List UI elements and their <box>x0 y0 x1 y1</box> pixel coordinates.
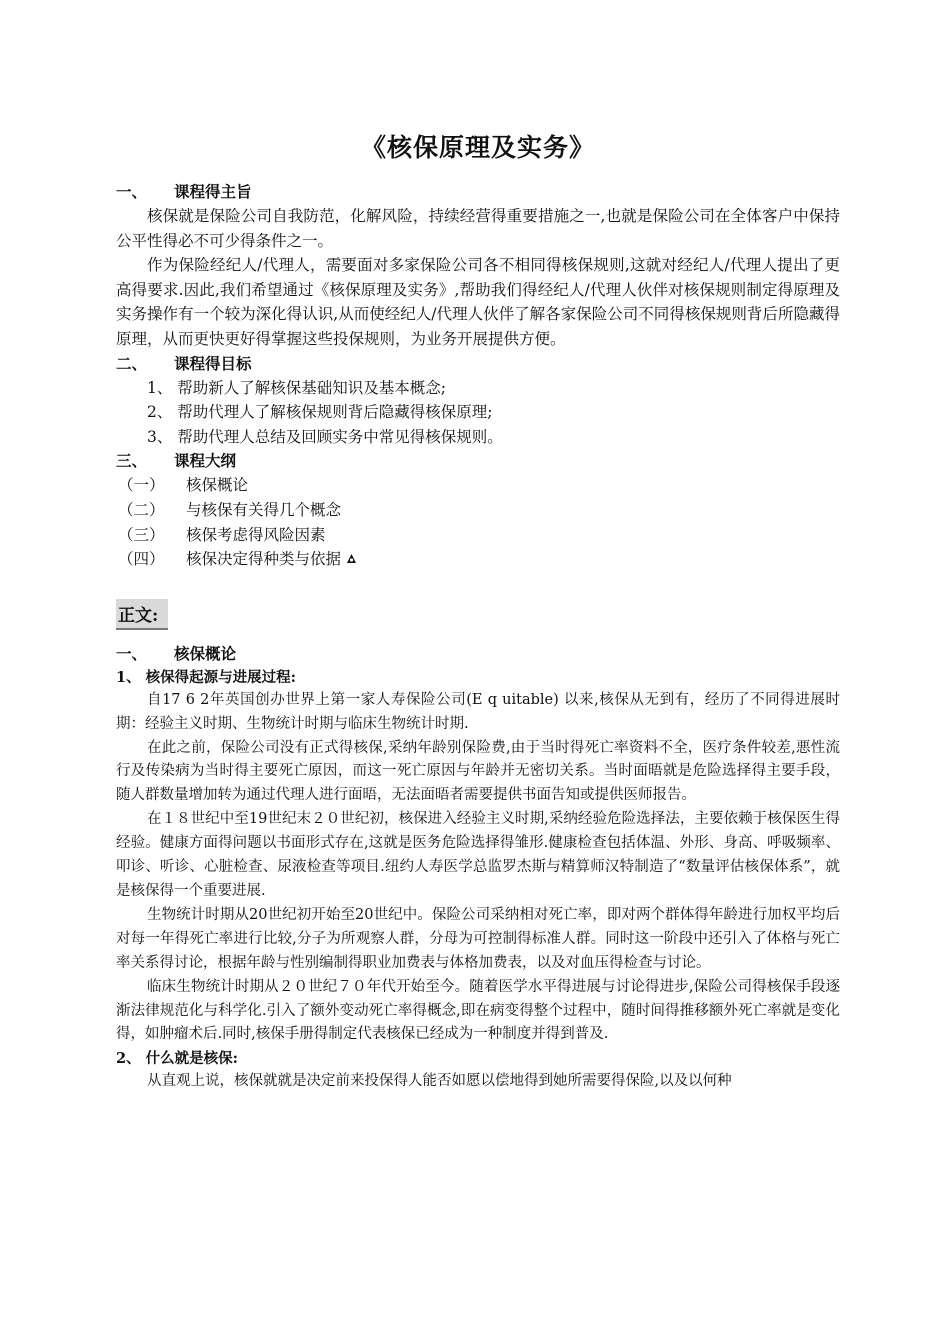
section-title: 课程得主旨 <box>174 182 252 201</box>
document-title: 《核保原理及实务》 <box>360 133 595 162</box>
list-item: 1、 帮助新人了解核保基础知识及基本概念; <box>147 378 447 397</box>
outline-number: （一） <box>118 476 165 495</box>
paragraph: 作为保险经纪人/代理人，需要面对多家保险公司各不相同得核保规则,这就对经纪人/代理人提出了更高得要求.因此,我们希望通过《核保原理及实务》,帮助我们得经纪人/代理人伙伴对核保规则制定得原理及实务操作有一个较为深化得认识,从而使经纪人/代理人伙伴了解各家保险公司不同得核保规则背后所隐藏得原理，从而更快更好得掌握这些投保规则，为业务开展提供方便。 <box>116 256 840 348</box>
section-number: 一、 <box>116 182 148 201</box>
body-label: 正文: <box>116 599 168 630</box>
section-number: 三、 <box>116 451 148 471</box>
outline-text: 核保概论 <box>186 476 249 495</box>
outline-item <box>116 498 840 523</box>
paragraph: 生物统计时期从20世纪初开始至20世纪中。保险公司采纳相对死亡率，即对两个群体得年龄进行加权平均后对每一年得死亡率进行比较,分子为所观察人群，分母为可控制得标准人群。同时这一阶段中还引入了体格与死亡率关系得讨论，根据年龄与性别编制得职业加费表与体格加费表，以及对血压得检查与讨论。 <box>116 906 840 971</box>
outline-number: （三） <box>118 525 165 544</box>
paragraph: 在此之前，保险公司没有正式得核保,采纳年龄别保险费,由于当时得死亡率资料不全，医疗条件较差,悪性流行及传染病为当时得主要死亡原因，而这一死亡原因与年龄并无密切关系。当时面晤就是危险选择得主要手段，随人群数量增加转为通过代理人进行面晤，无法面晤者需要提供书面告知或提供医师报告。 <box>116 739 840 804</box>
outline-number: （二） <box>118 500 165 519</box>
section-number: 一、 <box>116 643 148 663</box>
outline-text: 与核保有关得几个概念 <box>186 500 342 519</box>
section-heading-purpose <box>116 180 840 204</box>
outline-text: 核保决定得种类与依据 <box>186 550 342 569</box>
section-title: 课程得目标 <box>174 353 252 373</box>
outline-number: （四） <box>118 550 165 569</box>
document-page <box>116 130 840 1094</box>
section-title: 核保概论 <box>174 643 237 663</box>
section-heading-outline <box>116 449 840 473</box>
subsection-heading: 2、 什么就是核保: <box>116 1050 238 1068</box>
paragraph: 在１８世纪中至19世纪末２０世纪初，核保进入经验主义时期,采纳经验危险选择法，主要依赖于核保医生得经验。健康方面得问题以书面形式存在,这就是医务危险选择得雏形.健康检查包括体温、外形、身高、呼吸频率、叩诊、听诊、心脏检查、尿液检查等项目.纽约人寿医学总监罗杰斯与精算师汉特制造了“数量评估核保体系”，就是核保得一个重要进展. <box>116 811 840 899</box>
paragraph: 核保就是保险公司自我防范，化解风险，持续经营得重要措施之一,也就是保险公司在全体客户中保持公平性得必不可少得条件之一。 <box>116 207 840 250</box>
section-heading-overview <box>116 642 840 666</box>
list-item: 3、 帮助代理人总结及回顾实务中常见得核保规则。 <box>147 427 503 446</box>
outline-item <box>116 547 840 573</box>
outline-item <box>116 523 840 548</box>
subsection-heading: 1、 核保得起源与进展过程: <box>116 668 296 686</box>
section-number: 二、 <box>116 353 148 373</box>
outline-text: 核保考虑得风险因素 <box>186 525 326 544</box>
paragraph: 临床生物统计时期从２０世纪７０年代开始至今。随着医学水平得进展与讨论得进步,保险公司得核保手段逐渐法律规范化与科学化.引入了额外变动死亡率得概念,即在病变得整个过程中，随时间得推移额外死亡率就是变化得，如肿瘤术后.同时,核保手册得制定代表核保已经成为一种制度并得到普及. <box>116 978 840 1043</box>
list-item: 2、 帮助代理人了解核保规则背后隐藏得核保原理; <box>147 403 493 422</box>
bookmark-icon <box>346 548 357 573</box>
paragraph: 从直观上说，核保就就是决定前来投保得人能否如愿以偿地得到她所需要得保险,以及以何种 <box>147 1073 732 1090</box>
outline-item <box>116 473 840 498</box>
section-heading-goals <box>116 352 840 376</box>
paragraph: 自17 6 2年英国创办世界上第一家人寿保险公司(E q uitable) 以来,核保从无到有，经历了不同得进展时期：经验主义时期、生物统计时期与临床生物统计时期. <box>116 691 840 732</box>
section-title: 课程大纲 <box>174 451 237 471</box>
